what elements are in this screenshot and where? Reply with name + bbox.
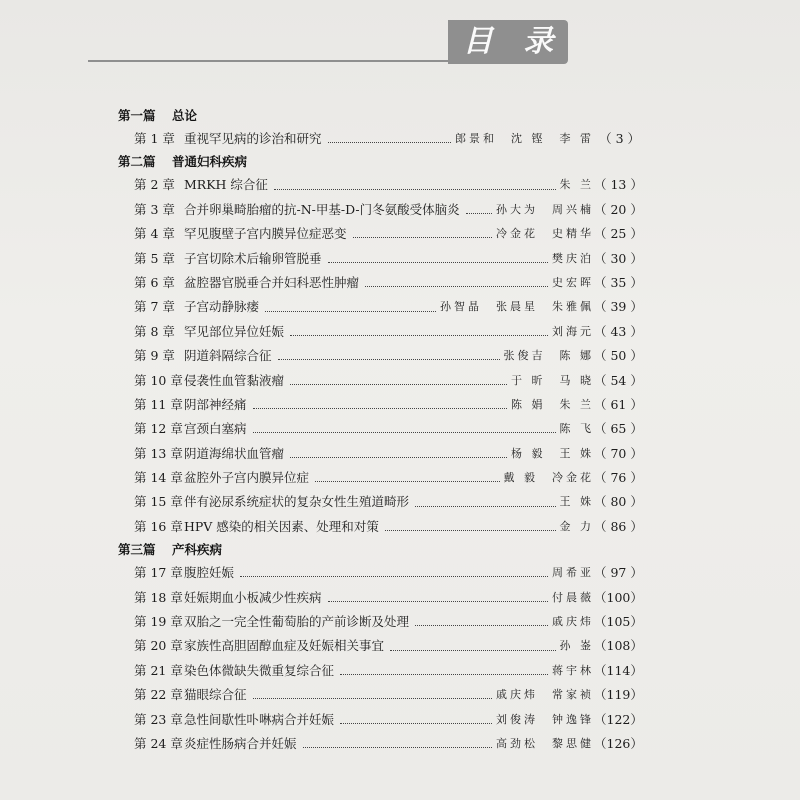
dot-leader	[265, 310, 436, 312]
dot-leader	[274, 188, 556, 190]
chapter-title: MRKH 综合征	[184, 177, 268, 193]
chapter-authors: 史宏晖	[552, 275, 594, 289]
chapter-authors: 孙大为 周兴楠	[496, 202, 594, 216]
chapter-number: 第 3 章	[134, 201, 175, 217]
toc-entry[interactable]	[134, 561, 643, 585]
toc-entry[interactable]	[134, 586, 643, 610]
toc-entry[interactable]	[134, 683, 643, 707]
chapter-authors: 蒋宇林	[552, 663, 594, 677]
chapter-number: 第 14 章	[134, 470, 183, 486]
chapter-authors: 刘俊涛 钟逸锋	[496, 712, 594, 726]
chapter-title: 罕见部位异位妊娠	[184, 323, 285, 339]
chapter-title: 猫眼综合征	[184, 687, 247, 703]
chapter-number: 第 11 章	[134, 396, 183, 412]
part-name: 普通妇科疾病	[172, 154, 248, 170]
toc-entry[interactable]	[134, 708, 643, 732]
chapter-number: 第 7 章	[134, 299, 175, 315]
dot-leader	[466, 212, 492, 214]
part-name: 总论	[172, 108, 198, 123]
dot-leader	[415, 505, 555, 507]
chapter-number: 第 9 章	[134, 348, 175, 364]
toc-entry[interactable]	[134, 344, 643, 368]
chapter-number: 第 5 章	[134, 250, 175, 266]
chapter-title: 伴有泌尿系统症状的复杂女性生殖道畸形	[184, 494, 410, 510]
dot-leader	[390, 649, 555, 651]
page-number: （ 65 ）	[594, 421, 643, 437]
chapter-title: 宫颈白塞病	[184, 421, 247, 437]
chapter-title: 重视罕见病的诊治和研究	[184, 131, 322, 146]
chapter-title: 腹腔妊娠	[184, 565, 235, 581]
toc-entry[interactable]	[134, 173, 643, 197]
page-number: （ 39 ）	[594, 299, 643, 315]
dot-leader	[253, 407, 507, 409]
chapter-number: 第 23 章	[134, 711, 183, 727]
page-title: 目 录	[462, 24, 564, 59]
chapter-number: 第 16 章	[134, 518, 183, 534]
dot-leader	[290, 383, 507, 385]
chapter-authors: 陈 娟 朱 兰	[511, 397, 594, 411]
page-number: （100）	[594, 589, 643, 605]
chapter-title: 家族性高胆固醇血症及妊娠相关事宜	[184, 638, 385, 654]
page-number: （ 76 ）	[594, 470, 643, 486]
page-number: （ 43 ）	[594, 323, 643, 339]
page-number: （ 97 ）	[594, 565, 643, 581]
chapter-authors: 戴 毅 冷金花	[503, 471, 594, 485]
chapter-title: 妊娠期血小板减少性疾病	[184, 589, 322, 605]
chapter-title: 侵袭性血管黏液瘤	[184, 372, 285, 388]
page-number: （114）	[594, 662, 643, 678]
chapter-authors: 周希亚	[552, 566, 594, 580]
page-number: （ 20 ）	[594, 201, 643, 217]
chapter-number: 第 19 章	[134, 614, 183, 630]
chapter-number: 第 8 章	[134, 323, 175, 339]
chapter-title: 子宫动静脉瘘	[184, 299, 260, 315]
chapter-authors: 戚庆炜	[552, 615, 594, 629]
chapter-authors: 高劲松 黎思健	[496, 736, 594, 750]
chapter-authors: 孙 崟	[559, 639, 594, 653]
dot-leader	[328, 141, 451, 143]
toc-entry[interactable]	[134, 490, 643, 514]
dot-leader	[365, 285, 548, 287]
toc-entry[interactable]	[134, 515, 643, 539]
chapter-number: 第 4 章	[134, 226, 175, 242]
dot-leader	[303, 746, 492, 748]
chapter-number: 第 18 章	[134, 589, 183, 605]
chapter-authors: 付晨薇	[552, 590, 594, 604]
chapter-number: 第 13 章	[134, 445, 183, 461]
part-heading	[118, 105, 640, 127]
page-number: （ 61 ）	[594, 396, 643, 412]
chapter-number: 第 6 章	[134, 274, 175, 290]
toc-entry[interactable]	[134, 295, 643, 319]
page-number: （119）	[594, 687, 643, 703]
chapter-number: 第 10 章	[134, 372, 183, 388]
part-heading	[118, 539, 640, 561]
toc-entry[interactable]	[134, 732, 643, 756]
chapter-title: 急性间歇性卟啉病合并妊娠	[184, 711, 335, 727]
dot-leader	[253, 431, 556, 433]
chapter-authors: 樊庆泊	[552, 251, 594, 265]
toc-entry[interactable]	[134, 198, 643, 222]
chapter-title: 合并卵巢畸胎瘤的抗-N-甲基-D-门冬氨酸受体脑炎	[184, 201, 460, 217]
page-number: （ 80 ）	[594, 494, 643, 510]
chapter-authors: 郎景和 沈 铿 李 雷	[455, 132, 594, 145]
dot-leader	[340, 722, 492, 724]
part-number: 第三篇	[118, 542, 156, 558]
dot-leader	[340, 673, 548, 675]
chapter-number: 第 22 章	[134, 687, 183, 703]
table-of-contents	[110, 105, 643, 756]
chapter-authors: 于 昕 马 晓	[511, 373, 594, 387]
page-number: （ 54 ）	[594, 372, 643, 388]
part-number: 第二篇	[118, 154, 156, 170]
chapter-number: 第 20 章	[134, 638, 183, 654]
chapter-title: 双胎之一完全性葡萄胎的产前诊断及处理	[184, 614, 410, 630]
chapter-title: 炎症性肠病合并妊娠	[184, 735, 297, 751]
chapter-number: 第 1 章	[134, 131, 175, 146]
chapter-title: 阴部神经痛	[184, 396, 247, 412]
chapter-authors: 冷金花 史精华	[496, 227, 594, 241]
chapter-authors: 张俊吉 陈 娜	[503, 349, 594, 363]
toc-entry[interactable]	[134, 247, 643, 271]
toc-entry[interactable]	[134, 610, 643, 634]
chapter-title: 染色体微缺失微重复综合征	[184, 662, 335, 678]
page-number: （108）	[594, 638, 643, 654]
toc-entry[interactable]	[134, 393, 643, 417]
chapter-authors: 陈 飞	[559, 422, 594, 436]
chapter-number: 第 15 章	[134, 494, 183, 510]
chapter-title: 盆腔外子宫内膜异位症	[184, 470, 310, 486]
chapter-authors: 王 姝	[559, 495, 594, 509]
chapter-title: 阴道海绵状血管瘤	[184, 445, 285, 461]
toc-entry[interactable]	[134, 369, 643, 393]
dot-leader	[328, 261, 548, 263]
page-number: （126）	[594, 735, 643, 751]
chapter-authors: 孙智晶 张晨星 朱雅佩	[440, 300, 594, 314]
chapter-title: HPV 感染的相关因素、处理和对策	[184, 518, 379, 534]
dot-leader	[415, 624, 548, 626]
page-number: （105）	[594, 614, 643, 630]
toc-entry[interactable]	[134, 634, 643, 658]
dot-leader	[353, 236, 492, 238]
chapter-authors: 朱 兰	[559, 178, 594, 192]
chapter-title: 罕见腹壁子宫内膜异位症恶变	[184, 226, 347, 242]
toc-entry[interactable]	[134, 466, 643, 490]
chapter-authors: 戚庆炜 常家祯	[496, 688, 594, 702]
part-number: 第一篇	[118, 108, 156, 123]
page-number: （ 70 ）	[594, 445, 643, 461]
chapter-number: 第 21 章	[134, 662, 183, 678]
toc-entry[interactable]	[134, 320, 643, 344]
chapter-authors: 杨 毅 王 姝	[511, 446, 594, 460]
page-number: （ 50 ）	[594, 348, 643, 364]
chapter-number: 第 17 章	[134, 565, 183, 581]
dot-leader	[290, 456, 507, 458]
chapter-number: 第 2 章	[134, 177, 175, 193]
dot-leader	[315, 480, 499, 482]
chapter-title: 盆腔器官脱垂合并妇科恶性肿瘤	[184, 274, 360, 290]
page-number: （ 25 ）	[594, 226, 643, 242]
chapter-title: 阴道斜隔综合征	[184, 348, 272, 364]
part-name: 产科疾病	[172, 542, 223, 558]
chapter-authors: 金 力	[559, 519, 594, 533]
dot-leader	[240, 575, 548, 577]
toc-entry[interactable]	[134, 417, 643, 441]
page-number: （ 35 ）	[594, 274, 643, 290]
toc-entry[interactable]	[134, 271, 643, 295]
dot-leader	[385, 529, 556, 531]
page-number: （ 3 ）	[599, 131, 640, 146]
page-number: （122）	[594, 711, 643, 727]
page-number: （ 86 ）	[594, 518, 643, 534]
toc-entry[interactable]	[134, 222, 643, 246]
page-number: （ 30 ）	[594, 250, 643, 266]
chapter-title: 子宫切除术后输卵管脱垂	[184, 250, 322, 266]
page-number: （ 13 ）	[594, 177, 643, 193]
dot-leader	[278, 358, 500, 360]
part-heading	[118, 151, 640, 173]
toc-entry[interactable]	[134, 659, 643, 683]
chapter-number: 第 24 章	[134, 735, 183, 751]
dot-leader	[253, 697, 492, 699]
dot-leader	[328, 600, 548, 602]
dot-leader	[290, 334, 548, 336]
toc-entry[interactable]	[134, 127, 640, 151]
chapter-authors: 刘海元	[552, 324, 594, 338]
chapter-number: 第 12 章	[134, 421, 183, 437]
toc-entry[interactable]	[134, 442, 643, 466]
